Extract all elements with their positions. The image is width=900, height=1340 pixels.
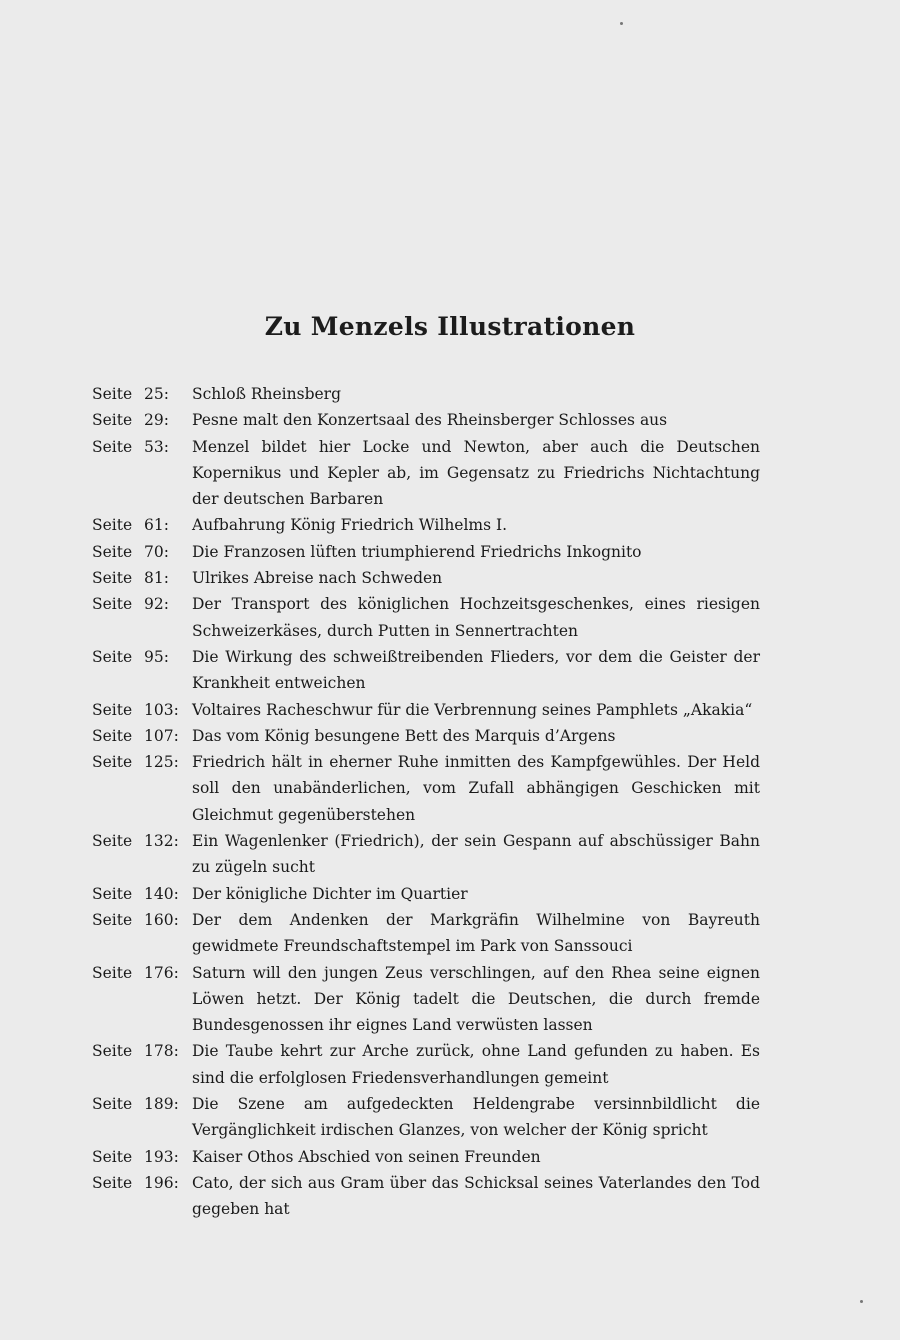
illustration-caption: Der dem Andenken der Markgräfin Wilhelmine von Bayreuth gewidmete Freundschaftstempel im Park von Sanssouci	[192, 910, 760, 956]
page-ref	[92, 749, 192, 775]
page-ref	[92, 723, 192, 749]
illustration-caption: Die Franzosen lüften triumphierend Friedrichs Inkognito	[192, 542, 642, 561]
list-item	[92, 434, 760, 513]
illustration-caption: Voltaires Racheschwur für die Verbrennung seines Pamphlets „Akakia“	[192, 700, 753, 719]
page-ref-label: Seite	[92, 437, 133, 456]
list-item	[92, 697, 760, 723]
list-item	[92, 828, 760, 881]
page-number: 70:	[144, 542, 169, 561]
page-ref	[92, 697, 192, 723]
page-ref-label: Seite	[92, 1173, 133, 1192]
page-ref-label: Seite	[92, 726, 133, 745]
page-ref	[92, 644, 192, 670]
page-ref	[92, 434, 192, 460]
illustration-caption: Ulrikes Abreise nach Schweden	[192, 569, 443, 588]
illustration-caption: Aufbahrung König Friedrich Wilhelms I.	[192, 516, 508, 535]
illustration-caption: Der königliche Dichter im Quartier	[192, 884, 468, 903]
page-ref-label: Seite	[92, 569, 133, 588]
page-ref	[92, 539, 192, 565]
page-number: 178:	[144, 1042, 179, 1061]
page-number: 189:	[144, 1095, 179, 1114]
page-ref-label: Seite	[92, 700, 133, 719]
page-number: 81:	[144, 569, 169, 588]
list-item	[92, 1038, 760, 1091]
page-number: 103:	[144, 700, 179, 719]
list-item	[92, 960, 760, 1039]
list-item	[92, 749, 760, 828]
page-number: 125:	[144, 753, 179, 772]
page-ref-label: Seite	[92, 910, 133, 929]
illustration-caption: Die Wirkung des schweißtreibenden Flieders, vor dem die Geister der Krankheit entweichen	[192, 647, 760, 693]
page-ref	[92, 881, 192, 907]
list-item	[92, 539, 760, 565]
page-number: 132:	[144, 832, 179, 851]
page-ref	[92, 907, 192, 933]
list-item	[92, 512, 760, 538]
page-number: 160:	[144, 910, 179, 929]
page-number: 95:	[144, 647, 169, 666]
page-ref	[92, 512, 192, 538]
page-title: Zu Menzels Illustrationen	[264, 312, 636, 341]
page-ref	[92, 381, 192, 407]
illustration-caption: Ein Wagenlenker (Friedrich), der sein Gespann auf abschüssiger Bahn zu zügeln sucht	[192, 832, 760, 877]
page-ref	[92, 591, 192, 617]
list-item	[92, 1144, 760, 1170]
page-number: 140:	[144, 884, 179, 903]
list-item	[92, 907, 760, 960]
illustration-caption: Cato, der sich aus Gram über das Schicksal seines Vaterlandes den Tod gegeben hat	[192, 1173, 760, 1219]
list-item	[92, 407, 760, 433]
page-ref-label: Seite	[92, 647, 133, 666]
page-ref-label: Seite	[92, 516, 133, 535]
list-item	[92, 723, 760, 749]
illustration-caption: Friedrich hält in eherner Ruhe inmitten des Kampfgewühles. Der Held soll den unabänderlichen, vom Zufall abhängigen Geschicken mit Gleichmut gegenüberstehen	[192, 753, 760, 824]
page-number: 196:	[144, 1173, 179, 1192]
page-ref	[92, 1170, 192, 1196]
page-ref	[92, 1091, 192, 1117]
illustration-caption: Pesne malt den Konzertsaal des Rheinsberger Schlosses aus	[192, 411, 668, 430]
illustration-caption: Kaiser Othos Abschied von seinen Freunden	[192, 1147, 541, 1166]
page-number: 25:	[144, 385, 169, 403]
page-ref	[92, 407, 192, 433]
list-item	[92, 1170, 760, 1223]
page-ref-label: Seite	[92, 411, 133, 430]
page-ref-label: Seite	[92, 385, 133, 403]
list-item	[92, 1091, 760, 1144]
page-ref	[92, 960, 192, 986]
page-ref-label: Seite	[92, 963, 133, 982]
illustration-caption: Das vom König besungene Bett des Marquis d’Argens	[192, 726, 616, 745]
illustration-caption: Saturn will den jungen Zeus verschlingen, auf den Rhea seine eignen Löwen hetzt. Der König tadelt die Deutschen, die durch fremde Bundesgenossen ihr eignes Land verwüsten lassen	[192, 963, 760, 1035]
list-item	[92, 881, 760, 907]
paper-speck	[860, 1300, 863, 1303]
list-item	[92, 591, 760, 644]
list-item	[92, 644, 760, 697]
page-ref-label: Seite	[92, 1147, 133, 1166]
page-ref	[92, 828, 192, 854]
illustration-caption: Schloß Rheinsberg	[192, 385, 341, 403]
page-ref	[92, 1038, 192, 1064]
page-ref-label: Seite	[92, 884, 133, 903]
page-number: 193:	[144, 1147, 179, 1166]
list-item	[92, 381, 760, 407]
page-number: 92:	[144, 595, 169, 614]
page-ref-label: Seite	[92, 595, 133, 614]
page-number: 107:	[144, 726, 179, 745]
page-ref-label: Seite	[92, 1095, 133, 1114]
page-number: 29:	[144, 411, 169, 430]
page-ref-label: Seite	[92, 753, 133, 772]
illustration-list	[92, 381, 760, 1223]
page-ref	[92, 1144, 192, 1170]
paper-speck	[620, 22, 623, 25]
page-number: 53:	[144, 437, 169, 456]
page-ref-label: Seite	[92, 542, 133, 561]
list-item	[92, 565, 760, 591]
illustration-caption: Die Taube kehrt zur Arche zurück, ohne Land gefunden zu haben. Es sind die erfolglosen Friedensverhandlungen gemeint	[192, 1042, 760, 1087]
page-ref-label: Seite	[92, 1042, 133, 1061]
illustration-caption: Der Transport des königlichen Hochzeitsgeschenkes, eines riesigen Schweizerkäses, durch Putten in Sennertrachten	[192, 595, 760, 640]
illustration-caption: Die Szene am aufgedeckten Heldengrabe versinnbildlicht die Vergänglichkeit irdischen Glanzes, von welcher der König spricht	[192, 1095, 760, 1140]
page-number: 176:	[144, 963, 179, 982]
page-number: 61:	[144, 516, 169, 535]
page-ref-label: Seite	[92, 832, 133, 851]
illustration-caption: Menzel bildet hier Locke und Newton, aber auch die Deutschen Kopernikus und Kepler ab, im Gegensatz zu Friedrichs Nichtachtung der deutschen Barbaren	[192, 437, 760, 509]
page-ref	[92, 565, 192, 591]
